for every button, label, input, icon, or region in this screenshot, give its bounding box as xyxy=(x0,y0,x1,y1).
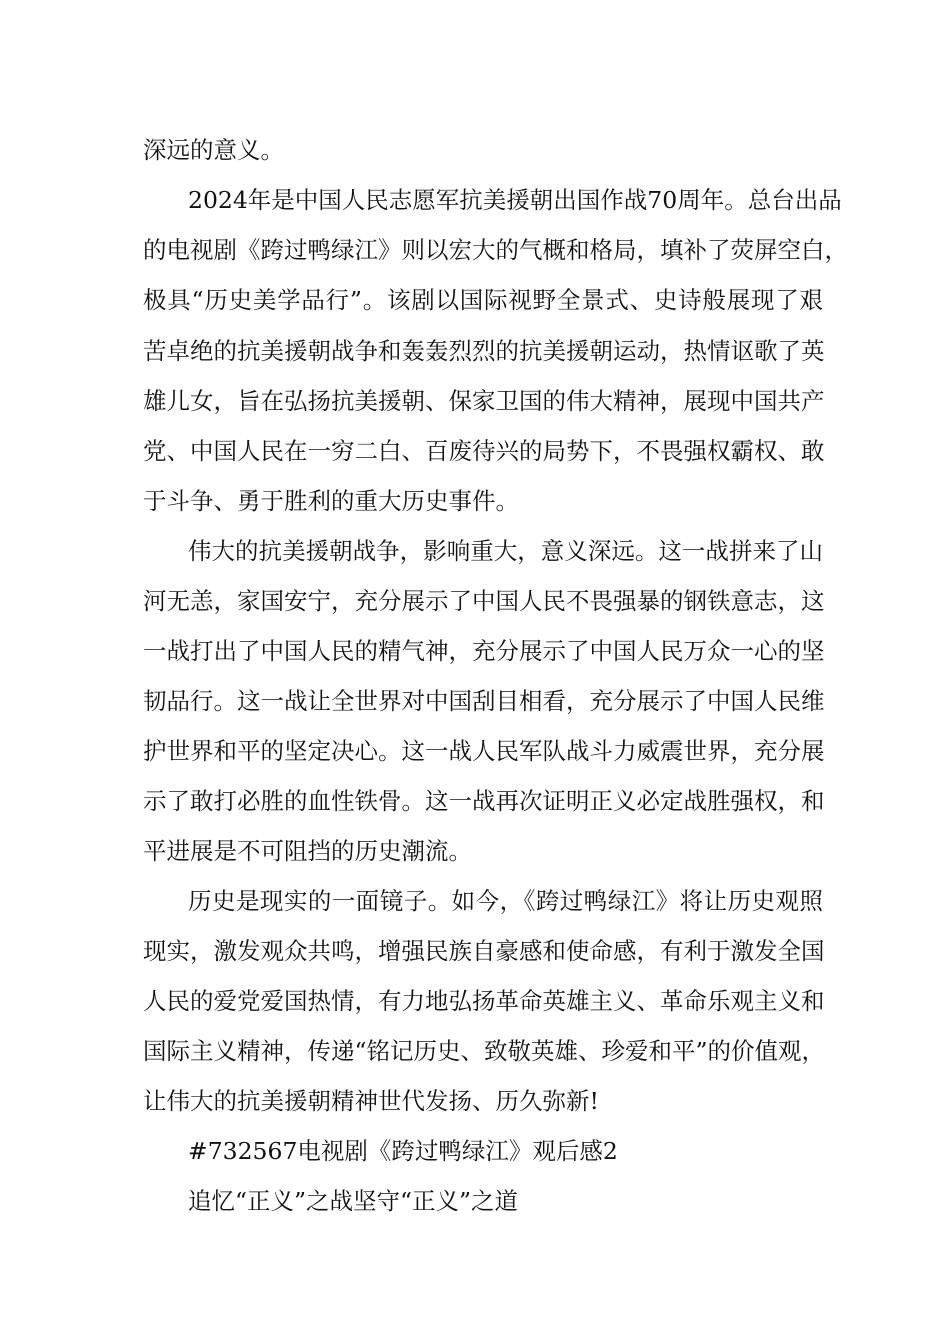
text-line: 苦卓绝的抗美援朝战争和轰轰烈烈的抗美援朝运动，热情讴歌了英 xyxy=(143,337,825,365)
text-line: 深远的意义。 xyxy=(143,136,284,164)
text-line: 平进展是不可阻挡的历史潮流。 xyxy=(143,837,472,865)
text-line: 让伟大的抗美援朝精神世代发扬、历久弥新! xyxy=(143,1087,599,1115)
text-line: 党、中国人民在一穷二白、百废待兴的局势下，不畏强权霸权、敢 xyxy=(143,437,825,465)
section-subheading: 追忆“正义”之战坚守“正义”之道 xyxy=(188,1187,519,1215)
text-line: 护世界和平的坚定决心。这一战人民军队战斗力威震世界，充分展 xyxy=(143,737,825,765)
text-line: 于斗争、勇于胜利的重大历史事件。 xyxy=(143,487,519,515)
text-line: 人民的爱党爱国热情，有力地弘扬革命英雄主义、革命乐观主义和 xyxy=(143,987,825,1015)
text-line: 雄儿女，旨在弘扬抗美援朝、保家卫国的伟大精神，展现中国共产 xyxy=(143,387,825,415)
text-line: 2024年是中国人民志愿军抗美援朝出国作战70周年。总台出品 xyxy=(188,186,842,214)
section-heading: #732567电视剧《跨过鸭绿江》观后感2 xyxy=(188,1137,618,1165)
text-line: 的电视剧《跨过鸭绿江》则以宏大的气概和格局，填补了荧屏空白， xyxy=(143,236,848,264)
text-line: 国际主义精神，传递“铭记历史、致敬英雄、珍爱和平”的价值观， xyxy=(143,1037,826,1065)
text-line: 伟大的抗美援朝战争，影响重大，意义深远。这一战拼来了山 xyxy=(188,537,823,565)
text-line: 韧品行。这一战让全世界对中国刮目相看，充分展示了中国人民维 xyxy=(143,687,825,715)
text-line: 一战打出了中国人民的精气神，充分展示了中国人民万众一心的坚 xyxy=(143,637,825,665)
text-line: 示了敢打必胜的血性铁骨。这一战再次证明正义必定战胜强权，和 xyxy=(143,787,825,815)
text-line: 现实，激发观众共鸣，增强民族自豪感和使命感，有利于激发全国 xyxy=(143,937,825,965)
text-line: 极具“历史美学品行”。该剧以国际视野全景式、史诗般展现了艰 xyxy=(143,286,823,314)
text-line: 历史是现实的一面镜子。如今，《跨过鸭绿江》将让历史观照 xyxy=(188,887,823,915)
text-line: 河无恙，家国安宁，充分展示了中国人民不畏强暴的钢铁意志，这 xyxy=(143,587,825,615)
